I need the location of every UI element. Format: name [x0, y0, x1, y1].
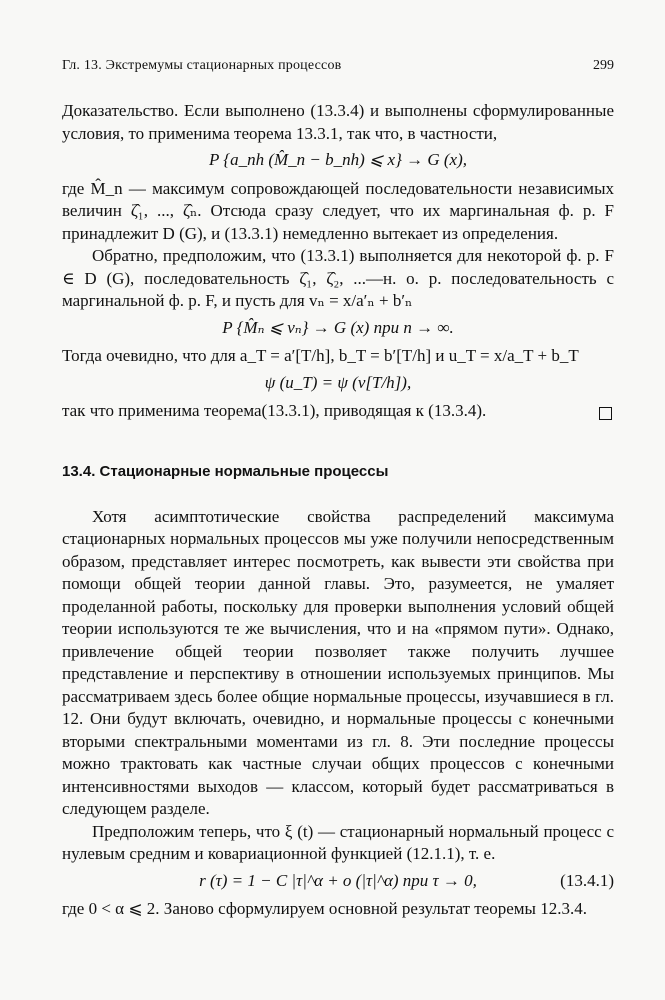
proof-end-row — [62, 400, 614, 423]
page — [62, 58, 614, 921]
proof-paragraph-3: Обратно, предположим, что (13.3.1) выполняется для некоторой ф. р. F ∈ D (G), последовательность ζ̂₁, ζ̂₂, ...—н. о. р. последовательность с маргинальной ф. р. F, и пусть для vₙ = x/a′ₙ + b′ₙ — [62, 246, 614, 310]
running-header — [62, 58, 614, 74]
section-heading: 13.4. Стационарные нормальные процессы — [62, 462, 389, 480]
proof-paragraph-4: Тогда очевидно, что для a_T = a′[T/h], b_T = b′[T/h] и u_T = x/a_T + b_T — [62, 346, 579, 365]
section-paragraph-1: Хотя асимптотические свойства распределений максимума стационарных нормальных процессов мы уже получили непосредственным образом, представляет интерес посмотреть, как вывести эти свойства при помощи общей теории данной главы. Это, разумеется, не умаляет проделанной работы, поскольку для проверки выполнения условий общей теории используются те же вычисления, что и на «прямом пути». Однако, привлечение общей теории позволяет также получить лучшее представление и перспективу в отношении используемых принципов. Мы рассматриваем здесь более общие нормальные процессы, изучавшиеся в гл. 12. Они будут включать, очевидно, и нормальные процессы с конечными вторыми спектральными моментами из гл. 8. Эти последние процессы можно трактовать как частные случаи общих процессов с конечными интенсивностями выходов — классом, который будет рассматриваться в следующем разделе. — [62, 506, 614, 818]
proof-paragraph-5: так что применима теорема(13.3.1), приводящая к (13.3.4). — [62, 401, 487, 420]
formula-4-body: r (τ) = 1 − C |τ|^α + o (|τ|^α) при τ → 0, — [199, 870, 477, 890]
section-paragraph-3: где 0 < α ⩽ 2. Заново сформулируем основной результат теоремы 12.3.4. — [62, 899, 587, 918]
chapter-title: Гл. 13. Экстремумы стационарных процессов — [62, 58, 342, 73]
equation-number: (13.4.1) — [560, 870, 614, 890]
proof-paragraph-2: где M̂_n — максимум сопровождающей последовательности независимых величин ζ̂₁, ..., ζ̂ₙ. Отсюда сразу следует, что их маргинальная ф. р. F принадлежит D (G), и (13.3.1) немедленно вытекает из определения. — [62, 178, 614, 243]
formula-1: P {a_nh (M̂_n − b_nh) ⩽ x} → G (x), — [208, 150, 468, 169]
formula-4 — [62, 870, 614, 893]
section-paragraph-2: Предположим теперь, что ξ (t) — стационарный нормальный процесс с нулевым средним и ковариационной функцией (12.1.1), т. е. — [62, 821, 614, 863]
qed-square-icon — [599, 407, 612, 420]
proof-paragraph-1: Доказательство. Если выполнено (13.3.4) и выполнены сформулированные условия, то применима теорема 13.3.1, так что, в частности, — [62, 101, 614, 143]
formula-3: ψ (u_T) = ψ (v[T/h]), — [264, 372, 412, 392]
page-number: 299 — [593, 58, 614, 73]
formula-2: P {M̂ₙ ⩽ vₙ} → G (x) при n → ∞. — [222, 317, 454, 337]
